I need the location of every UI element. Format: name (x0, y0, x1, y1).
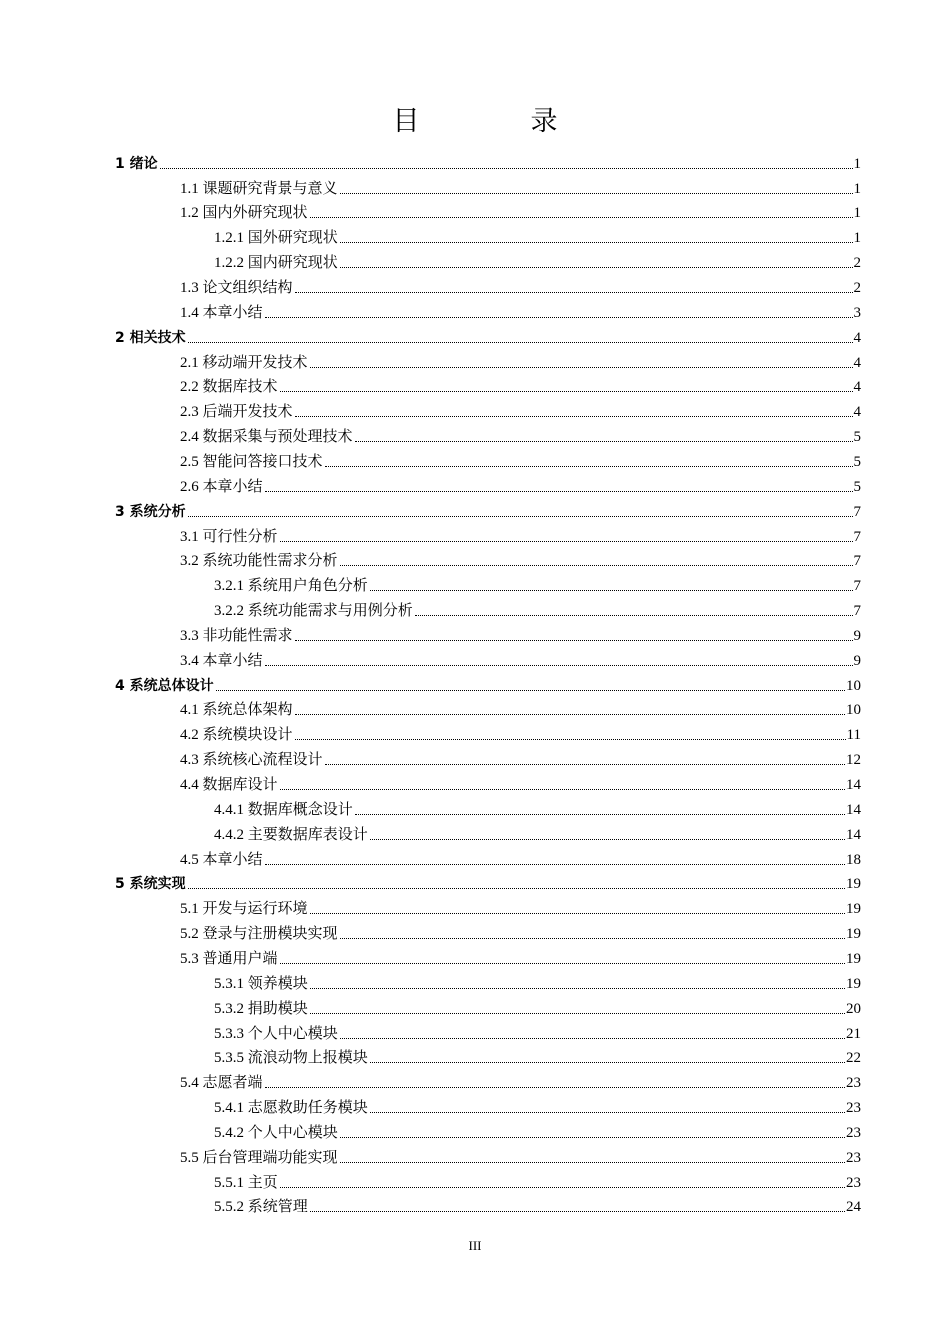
toc-entry-level-2[interactable] (180, 521, 861, 546)
toc-entry-level-2[interactable] (180, 198, 861, 223)
toc-entry-level-1[interactable] (115, 148, 861, 173)
toc-entry-page-number: 14 (846, 826, 861, 843)
dot-leader (265, 864, 845, 865)
toc-entry-label: 5.5.1 主页 (214, 1174, 278, 1191)
toc-entry-page-number: 12 (846, 752, 861, 769)
toc-entry-level-2[interactable] (180, 471, 861, 496)
toc-entry-label: 5.2 登录与注册模块实现 (180, 926, 338, 943)
dot-leader (216, 690, 845, 691)
toc-entry-label: 5.4 志愿者端 (180, 1075, 263, 1092)
dot-leader (280, 789, 845, 790)
toc-entry-level-2[interactable] (180, 446, 861, 471)
toc-entry-page-number: 14 (846, 801, 861, 818)
toc-entry-page-number: 4 (853, 354, 861, 371)
toc-entry-label: 5.4.1 志愿救助任务模块 (214, 1100, 368, 1117)
toc-entry-label: 4.3 系统核心流程设计 (180, 752, 323, 769)
toc-entry-level-1[interactable] (115, 869, 861, 894)
toc-entry-label: 4.4.1 数据库概念设计 (214, 801, 353, 818)
dot-leader (295, 714, 845, 715)
toc-entry-level-2[interactable] (180, 297, 861, 322)
toc-entry-page-number: 7 (853, 578, 861, 595)
dot-leader (280, 391, 853, 392)
toc-entry-label: 2.2 数据库技术 (180, 379, 278, 396)
toc-entry-label: 3.2.1 系统用户角色分析 (214, 578, 368, 595)
toc-entry-level-2[interactable] (180, 943, 861, 968)
toc-entry-label: 1.2.1 国外研究现状 (214, 230, 338, 247)
dot-leader (265, 665, 853, 666)
dot-leader (265, 317, 853, 318)
dot-leader (265, 1087, 845, 1088)
toc-entry-label: 5.5.2 系统管理 (214, 1199, 308, 1216)
toc-entry-level-2[interactable] (180, 720, 861, 745)
dot-leader (370, 839, 845, 840)
toc-entry-label: 5.5 后台管理端功能实现 (180, 1149, 338, 1166)
toc-entry-label: 2 相关技术 (115, 329, 186, 346)
toc-entry-label: 1 绪论 (115, 155, 158, 172)
toc-entry-label: 4.4 数据库设计 (180, 777, 278, 794)
toc-entry-level-3[interactable] (214, 968, 861, 993)
toc-entry-label: 2.4 数据采集与预处理技术 (180, 429, 353, 446)
toc-entry-label: 5 系统实现 (115, 876, 186, 893)
toc-entry-level-2[interactable] (180, 272, 861, 297)
toc-entry-level-2[interactable] (180, 1067, 861, 1092)
toc-entry-page-number: 7 (853, 528, 861, 545)
dot-leader (280, 1187, 845, 1188)
toc-entry-label: 3.2.2 系统功能需求与用例分析 (214, 603, 413, 620)
toc-entry-label: 5.4.2 个人中心模块 (214, 1124, 338, 1141)
toc-entry-label: 4.2 系统模块设计 (180, 727, 293, 744)
toc-entry-level-2[interactable] (180, 645, 861, 670)
toc-entry-page-number: 23 (846, 1174, 861, 1191)
toc-entry-page-number: 4 (853, 329, 861, 346)
toc-entry-level-2[interactable] (180, 1142, 861, 1167)
toc-entry-page-number: 10 (846, 677, 861, 694)
toc-entry-level-2[interactable] (180, 546, 861, 571)
toc-entry-level-2[interactable] (180, 769, 861, 794)
toc-entry-page-number: 10 (846, 702, 861, 719)
dot-leader (325, 764, 845, 765)
dot-leader (188, 516, 853, 517)
toc-entry-page-number: 1 (853, 155, 861, 172)
dot-leader (265, 491, 853, 492)
dot-leader (310, 988, 845, 989)
toc-entry-level-3[interactable] (214, 1092, 861, 1117)
dot-leader (370, 590, 853, 591)
toc-entry-page-number: 5 (853, 478, 861, 495)
toc-entry-label: 5.3.5 流浪动物上报模块 (214, 1050, 368, 1067)
toc-entry-label: 4.4.2 主要数据库表设计 (214, 826, 368, 843)
toc-entry-level-3[interactable] (214, 247, 861, 272)
toc-entry-page-number: 7 (853, 503, 861, 520)
page-number-footer: III (468, 1238, 482, 1253)
toc-entry-label: 4.1 系统总体架构 (180, 702, 293, 719)
dot-leader (340, 938, 845, 939)
dot-leader (340, 565, 853, 566)
toc-entry-label: 2.3 后端开发技术 (180, 404, 293, 421)
toc-entry-level-3[interactable] (214, 794, 861, 819)
dot-leader (295, 739, 846, 740)
dot-leader (280, 963, 845, 964)
toc-entry-level-3[interactable] (214, 1192, 861, 1217)
toc-entry-label: 5.1 开发与运行环境 (180, 901, 308, 918)
toc-entry-level-3[interactable] (214, 223, 861, 248)
toc-entry-page-number: 14 (846, 777, 861, 794)
dot-leader (325, 466, 853, 467)
toc-entry-page-number: 5 (853, 429, 861, 446)
toc-entry-page-number: 11 (846, 727, 861, 744)
dot-leader (340, 193, 853, 194)
dot-leader (295, 416, 853, 417)
dot-leader (295, 640, 853, 641)
toc-entry-page-number: 19 (846, 975, 861, 992)
toc-entry-level-2[interactable] (180, 372, 861, 397)
toc-entry-label: 3.3 非功能性需求 (180, 627, 293, 644)
toc-entry-level-2[interactable] (180, 744, 861, 769)
toc-entry-page-number: 23 (846, 1100, 861, 1117)
toc-entry-label: 5.3.3 个人中心模块 (214, 1025, 338, 1042)
toc-entry-page-number: 19 (846, 926, 861, 943)
toc-entry-level-3[interactable] (214, 819, 861, 844)
toc-entry-page-number: 9 (853, 627, 861, 644)
dot-leader (340, 267, 853, 268)
toc-entry-label: 5.3.1 领养模块 (214, 975, 308, 992)
dot-leader (340, 242, 853, 243)
dot-leader (340, 1162, 845, 1163)
toc-entry-level-3[interactable] (214, 1167, 861, 1192)
toc-entry-page-number: 19 (846, 876, 861, 893)
toc-entry-level-2[interactable] (180, 894, 861, 919)
dot-leader (188, 888, 845, 889)
toc-entry-page-number: 2 (853, 255, 861, 272)
toc-entry-label: 2.1 移动端开发技术 (180, 354, 308, 371)
dot-leader (415, 615, 853, 616)
toc-entry-label: 1.2 国内外研究现状 (180, 205, 308, 222)
toc-entry-label: 3.4 本章小结 (180, 652, 263, 669)
toc-entry-page-number: 19 (846, 901, 861, 918)
toc-entry-label: 3 系统分析 (115, 503, 186, 520)
dot-leader (340, 1038, 845, 1039)
toc-entry-label: 5.3 普通用户端 (180, 950, 278, 967)
toc-entry-level-2[interactable] (180, 421, 861, 446)
toc-entry-page-number: 23 (846, 1075, 861, 1092)
dot-leader (310, 1211, 845, 1212)
toc-entry-label: 1.4 本章小结 (180, 304, 263, 321)
toc-entry-level-2[interactable] (180, 397, 861, 422)
toc-entry-page-number: 22 (846, 1050, 861, 1067)
toc-entry-label: 2.6 本章小结 (180, 478, 263, 495)
toc-entry-level-2[interactable] (180, 173, 861, 198)
toc-entry-label: 3.2 系统功能性需求分析 (180, 553, 338, 570)
toc-entry-level-3[interactable] (214, 570, 861, 595)
toc-entry-label: 1.3 论文组织结构 (180, 280, 293, 297)
toc-entry-label: 1.2.2 国内研究现状 (214, 255, 338, 272)
dot-leader (370, 1112, 845, 1113)
toc-entry-page-number: 23 (846, 1124, 861, 1141)
dot-leader (355, 441, 853, 442)
dot-leader (160, 168, 853, 169)
toc-entry-page-number: 9 (853, 652, 861, 669)
dot-leader (340, 1137, 845, 1138)
dot-leader (310, 913, 845, 914)
toc-entry-level-3[interactable] (214, 993, 861, 1018)
toc-entry-label: 2.5 智能问答接口技术 (180, 453, 323, 470)
dot-leader (310, 367, 853, 368)
toc-entry-label: 4.5 本章小结 (180, 851, 263, 868)
toc-entry-level-1[interactable] (115, 670, 861, 695)
toc-entry-page-number: 1 (853, 205, 861, 222)
toc-entry-page-number: 24 (846, 1199, 861, 1216)
toc-entry-label: 5.3.2 捐助模块 (214, 1000, 308, 1017)
toc-entry-level-1[interactable] (115, 322, 861, 347)
toc-entry-page-number: 7 (853, 553, 861, 570)
toc-entry-level-3[interactable] (214, 1018, 861, 1043)
toc-entry-page-number: 21 (846, 1025, 861, 1042)
dot-leader (280, 541, 853, 542)
toc-entry-page-number: 18 (846, 851, 861, 868)
toc-entry-level-2[interactable] (180, 695, 861, 720)
dot-leader (295, 292, 853, 293)
dot-leader (355, 814, 845, 815)
toc-entry-page-number: 4 (853, 379, 861, 396)
toc-entry-level-2[interactable] (180, 347, 861, 372)
toc-entry-level-3[interactable] (214, 595, 861, 620)
dot-leader (370, 1062, 845, 1063)
toc-entry-level-1[interactable] (115, 496, 861, 521)
toc-entry-label: 3.1 可行性分析 (180, 528, 278, 545)
toc-entry-page-number: 3 (853, 304, 861, 321)
toc-entry-page-number: 4 (853, 404, 861, 421)
toc-entry-page-number: 20 (846, 1000, 861, 1017)
toc-entry-page-number: 1 (853, 180, 861, 197)
toc-entry-page-number: 5 (853, 453, 861, 470)
dot-leader (188, 342, 853, 343)
toc-entry-level-3[interactable] (214, 1117, 861, 1142)
toc-entry-page-number: 19 (846, 950, 861, 967)
toc-entry-page-number: 2 (853, 280, 861, 297)
dot-leader (310, 1013, 845, 1014)
toc-entry-level-2[interactable] (180, 620, 861, 645)
toc-entry-label: 4 系统总体设计 (115, 677, 214, 694)
page-title: 目 录 (392, 106, 600, 137)
dot-leader (310, 217, 853, 218)
toc-entry-page-number: 23 (846, 1149, 861, 1166)
toc-entry-level-2[interactable] (180, 844, 861, 869)
toc-entry-level-3[interactable] (214, 1043, 861, 1068)
toc-entry-level-2[interactable] (180, 918, 861, 943)
toc-entry-label: 1.1 课题研究背景与意义 (180, 180, 338, 197)
toc-entry-page-number: 7 (853, 603, 861, 620)
toc-entry-page-number: 1 (853, 230, 861, 247)
